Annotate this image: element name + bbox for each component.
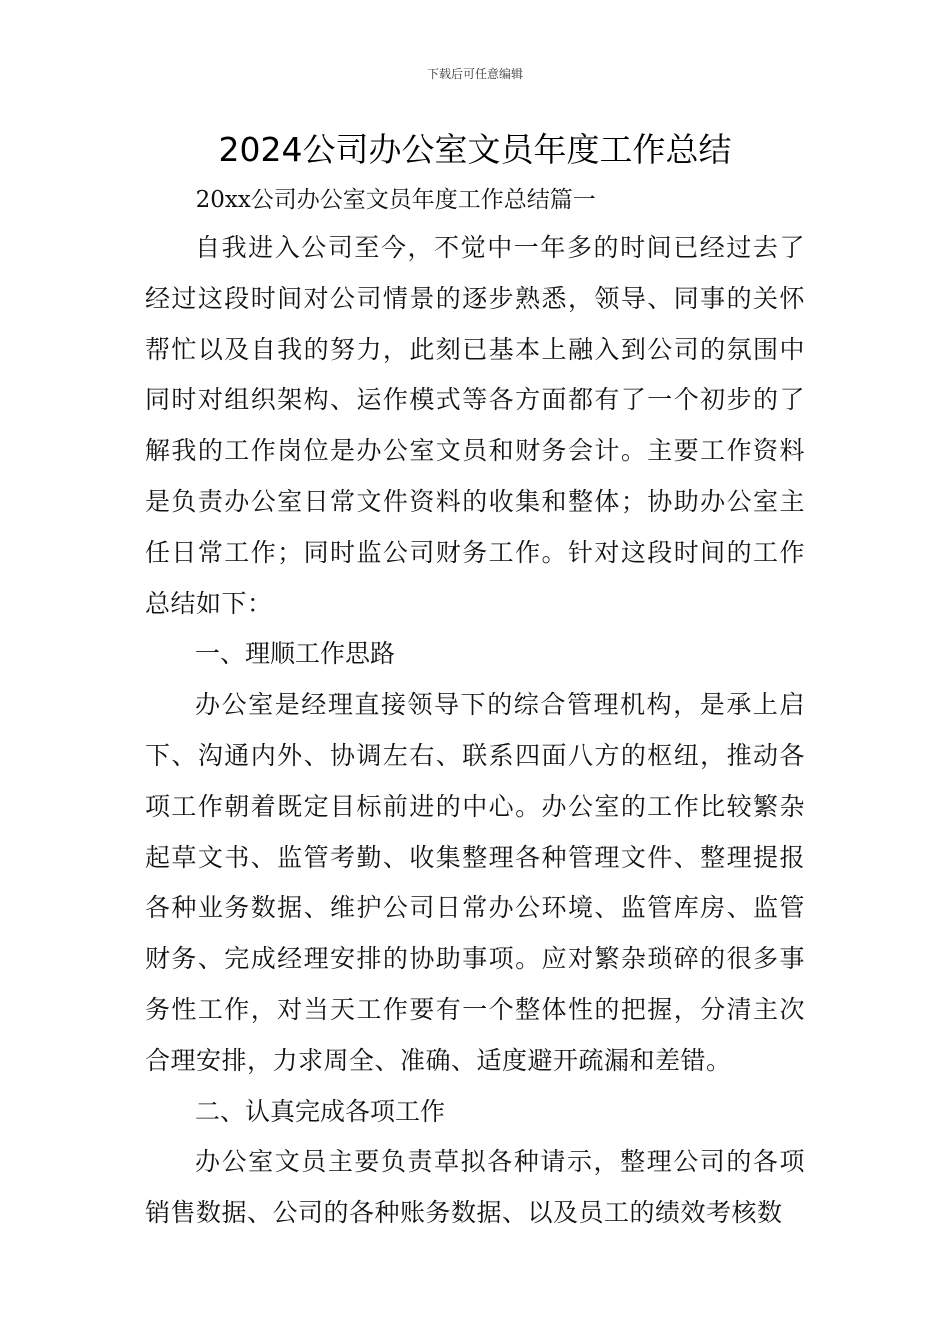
- paragraph-section-2: 办公室文员主要负责草拟各种请示，整理公司的各项销售数据、公司的各种账务数据、以及员工的绩效考核数: [145, 1147, 805, 1228]
- paragraph-section-1: 办公室是经理直接领导下的综合管理机构，是承上启下、沟通内外、协调左右、联系四面八方的枢纽，推动各项工作朝着既定目标前进的中心。办公室的工作比较繁杂起草文书、监管考勤、收集整理各种管理文件、整理提报各种业务数据、维护公司日常办公环境、监管库房、监管财务、完成经理安排的协助事项。应对繁杂琐碎的很多事务性工作，对当天工作要有一个整体性的把握，分清主次合理安排，力求周全、准确、适度避开疏漏和差错。: [145, 690, 805, 1075]
- paragraph-intro: 自我进入公司至今，不觉中一年多的时间已经过去了经过这段时间对公司情景的逐步熟悉，领导、同事的关怀帮忙以及自我的努力，此刻已基本上融入到公司的氛围中同时对组织架构、运作模式等各方面都有了一个初步的了解我的工作岗位是办公室文员和财务会计。主要工作资料是负责办公室日常文件资料的收集和整体；协助办公室主任日常工作；同时监公司财务工作。针对这段时间的工作总结如下：: [145, 233, 805, 618]
- heading-section-1: 一、理顺工作思路: [195, 639, 396, 669]
- header-note: 下载后可任意编辑: [426, 67, 523, 81]
- document-body: [145, 177, 805, 1239]
- section-subtitle: 20xx公司办公室文员年度工作总结篇一: [195, 187, 596, 213]
- document-title: 2024公司办公室文员年度工作总结: [218, 130, 732, 169]
- heading-section-2: 二、认真完成各项工作: [195, 1096, 446, 1126]
